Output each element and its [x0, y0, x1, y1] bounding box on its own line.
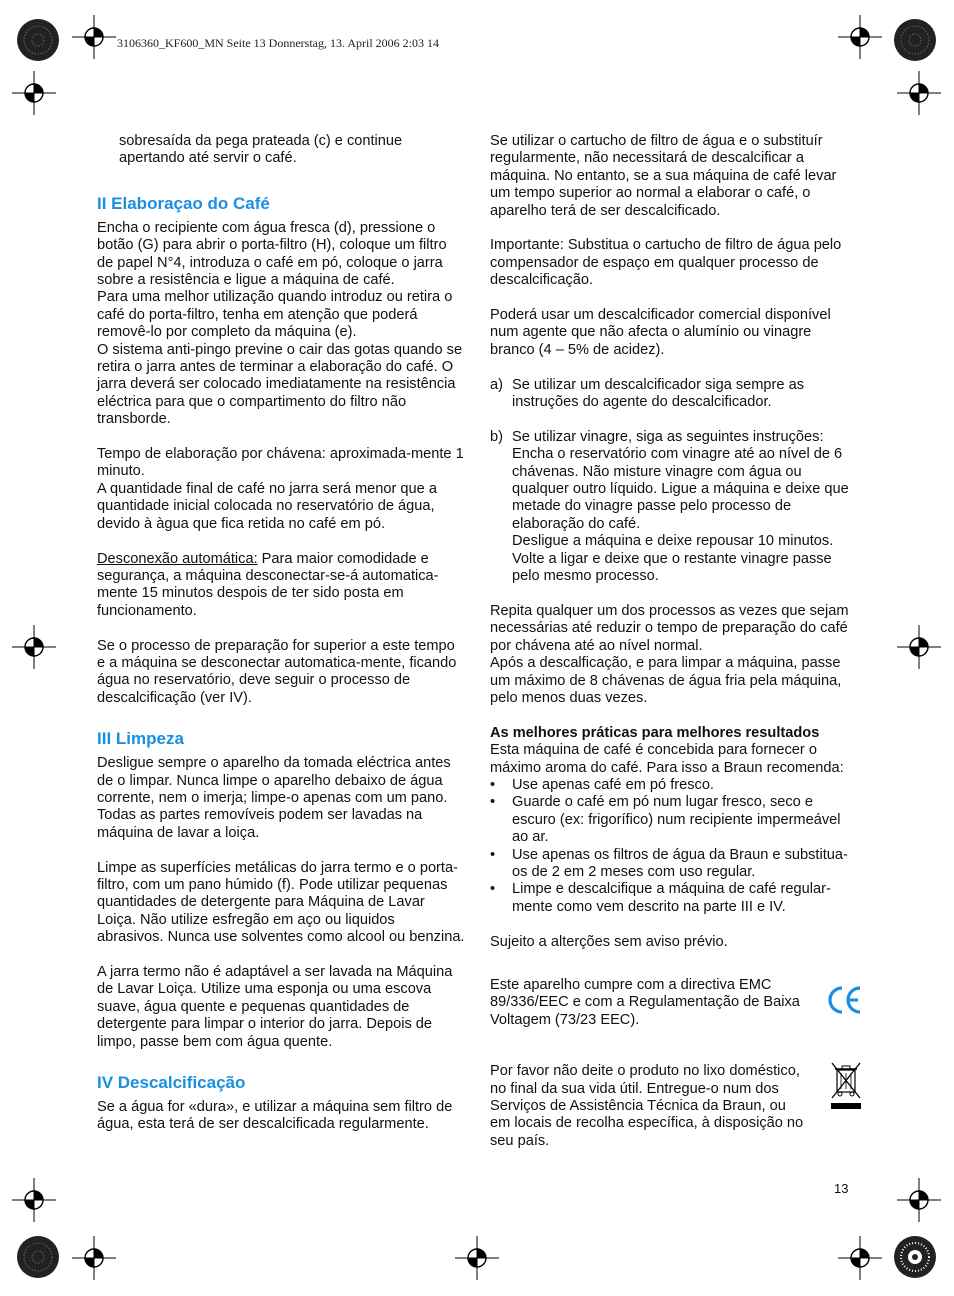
ce-mark-icon	[826, 983, 864, 1017]
bullet-marker: •	[490, 794, 496, 811]
best-practices-intro: Esta máquina de café é concebida para fornecer o máximo aroma do café. Para isso a Braun recomenda:	[490, 742, 844, 776]
paragraph: Poderá usar um descalcificador comercial disponível num agente que não afecta o alumínio ou vinagre branco (4 – 5% de acidez).	[490, 307, 831, 358]
section-title-limpeza: III Limpeza	[97, 729, 184, 749]
paragraph: Se utilizar o cartucho de filtro de água e o substituír regularmente, não necessitará de descalcificar a máquina. No entanto, se a sua máquina de café levar um tempo superior ao normal a elaborar o café, o aparelho terá de ser descalcificado.	[490, 133, 837, 219]
left-column	[97, 133, 465, 1134]
paragraph: A quantidade final de café no jarra será menor que a quantidade inicial colocada no reservatório de água, devido à àgua que fica retida no café em pó.	[97, 480, 437, 532]
crosshair-mid-right	[897, 625, 941, 669]
crosshair-bottom-left	[72, 1236, 116, 1280]
paragraph: Desligue sempre o aparelho da tomada eléctrica antes de o limpar. Nunca limpe o aparelho debaixo de água corrente, nem o imerja; limpe-o apenas com um pano. Todas as partes removíveis podem ser lavadas na máquina de lavar a loiça.	[97, 755, 451, 841]
bullet-item	[490, 881, 856, 916]
paragraph: A jarra termo não é adaptável a ser lavada na Máquina de Lavar Loiça. Utilize uma esponja ou uma escova suave, água quente e pequenas quantidades de detergente para limpar o interior do jarra. Depois de limpo, passe bem com água quente.	[97, 963, 453, 1050]
registration-disc-top-right	[893, 18, 937, 62]
list-item-text: Se utilizar vinagre, siga as seguintes instruções: Encha o reservatório com vinagre até ao nível de 6 chávenas. Não misture vinagre com água ou qualquer outro líquido. Ligue a máquina e deixe que metade do vinagre passe pelo processo de elaboração do café.	[512, 428, 849, 532]
disposal-block	[490, 1063, 856, 1150]
crosshair-upper-right	[897, 71, 941, 115]
crosshair-bottom-right	[838, 1236, 882, 1280]
ce-compliance-text: Este aparelho cumpre com a directiva EMC 89/336/EEC e com a Regulamentação de Baixa Voltagem (73/23 EEC).	[490, 976, 800, 1028]
list-marker: a)	[490, 376, 503, 393]
best-practices-title: As melhores práticas para melhores resultados	[490, 724, 820, 741]
crossed-out-wheelie-bin-icon	[828, 1061, 864, 1111]
bullet-marker: •	[490, 846, 496, 863]
paragraph: Se o processo de preparação for superior a este tempo e a máquina se desconectar automatica-mente, ficando água no reservatório, deve seguir o processo de descalcificação (ver IV).	[97, 637, 457, 706]
paragraph: Limpe as superfícies metálicas do jarra termo e o porta-filtro, com um pano húmido (f). Pode utilizar pequenas quantidades de detergente para Máquina de Lavar Loiça. Não utilize esfregão em aço ou liquidos abrasivos. Nunca use solventes como alcool ou benzina.	[97, 859, 465, 946]
page-number: 13	[834, 1181, 849, 1196]
list-item-a	[490, 377, 856, 412]
bullet-item	[490, 777, 856, 794]
paragraph: O sistema anti-pingo previne o cair das gotas quando se retira o jarra antes de terminar a elaboração do café. O jarra deverá ser colocado imediatamente na resistência eléctrica para que o compartimento do filtro não transborde.	[97, 341, 463, 428]
print-header: 3106360_KF600_MN Seite 13 Donnerstag, 13. April 2006 2:03 14	[117, 36, 439, 50]
paragraph: Importante: Substitua o cartucho de filtro de água pelo compensador de espaço em qualquer processo de descalcificação.	[490, 237, 842, 289]
list-item-text: Se utilizar um descalcificador siga sempre as instruções do agente do descalcificador.	[512, 376, 804, 411]
bullet-text: Limpe e descalcifique a máquina de café regular-mente como vem descrito na parte III e IV.	[512, 881, 831, 915]
paragraph: Tempo de elaboração por chávena: aproximada-mente 1 minuto.	[97, 446, 464, 480]
list-item-text: Desligue a máquina e deixe repousar 10 minutos. Volte a ligar e deixe que o restante vinagre passe pelo mesmo processo.	[512, 533, 834, 585]
registration-disc-top-left	[16, 18, 60, 62]
section-title-elaboracao: II Elaboraçao do Café	[97, 193, 270, 213]
section-title-descalcificacao: IV Descalcificação	[97, 1073, 246, 1093]
bullet-marker: •	[490, 776, 496, 793]
subject-to-change-note: Sujeito a alterções sem aviso prévio.	[490, 933, 728, 950]
crosshair-upper-left	[12, 71, 56, 115]
bullet-text: Use apenas café em pó fresco.	[512, 776, 714, 793]
auto-shutoff-label: Desconexão automática:	[97, 550, 258, 567]
auto-shutoff-paragraph	[97, 551, 465, 621]
list-item-b	[490, 429, 856, 586]
bullet-marker: •	[490, 881, 496, 898]
crosshair-top-left	[72, 15, 116, 59]
paragraph: Após a descalficação, e para limpar a máquina, passe um máximo de 8 chávenas de água fria pela máquina, pelo menos duas vezes.	[490, 655, 842, 706]
intro-paragraph: sobresaída da pega prateada (c) e continue apertando até servir o café.	[119, 133, 403, 167]
crosshair-lower-right	[897, 1178, 941, 1222]
auto-shutoff-text: Para maior comodidade e segurança, a máquina desconectar-se-á automatica-mente 15 minutos despois de ter sido posta em funcionamento.	[97, 550, 439, 619]
paragraph: Repita qualquer um dos processos as vezes que sejam necessárias até reduzir o tempo de preparação do café por chávena até ao nível normal.	[490, 602, 849, 654]
bullet-item	[490, 847, 856, 882]
right-column	[490, 133, 856, 1150]
crosshair-lower-left	[12, 1178, 56, 1222]
list-marker: b)	[490, 428, 503, 445]
bullet-item	[490, 794, 856, 846]
ce-compliance-block	[490, 977, 856, 1029]
paragraph: Para uma melhor utilização quando introduz ou retira o café do porta-filtro, tenha em atenção que poderá removê-lo por completo da máquina (e).	[97, 289, 453, 341]
bullet-text: Guarde o café em pó num lugar fresco, seco e escuro (ex: frigorífico) num recipiente impermeável ao ar.	[512, 794, 841, 846]
paragraph: Encha o recipiente com água fresca (d), pressione o botão (G) para abrir o porta-filtro (H), coloque um filtro de papel N°4, introduza o café em pó, coloque o jarra sobre a resistência e ligue a máquina de café.	[97, 219, 447, 289]
disposal-text: Por favor não deite o produto no lixo doméstico, no final da sua vida útil. Entregue-o num dos Serviços de Assistência Técnica da Braun, ou em locais de recolha específica, à disposição no seu país.	[490, 1063, 804, 1149]
registration-disc-bottom-right	[893, 1235, 937, 1279]
crosshair-bottom-center	[455, 1236, 499, 1280]
crosshair-top-right	[838, 15, 882, 59]
bullet-text: Use apenas os filtros de água da Braun e substitua-os de 2 em 2 meses com uso regular.	[512, 846, 848, 880]
crosshair-mid-left	[12, 625, 56, 669]
paragraph: Se a água for «dura», e utilizar a máquina sem filtro de água, esta terá de ser descalcificada regularmente.	[97, 1099, 453, 1133]
registration-disc-bottom-left	[16, 1235, 60, 1279]
